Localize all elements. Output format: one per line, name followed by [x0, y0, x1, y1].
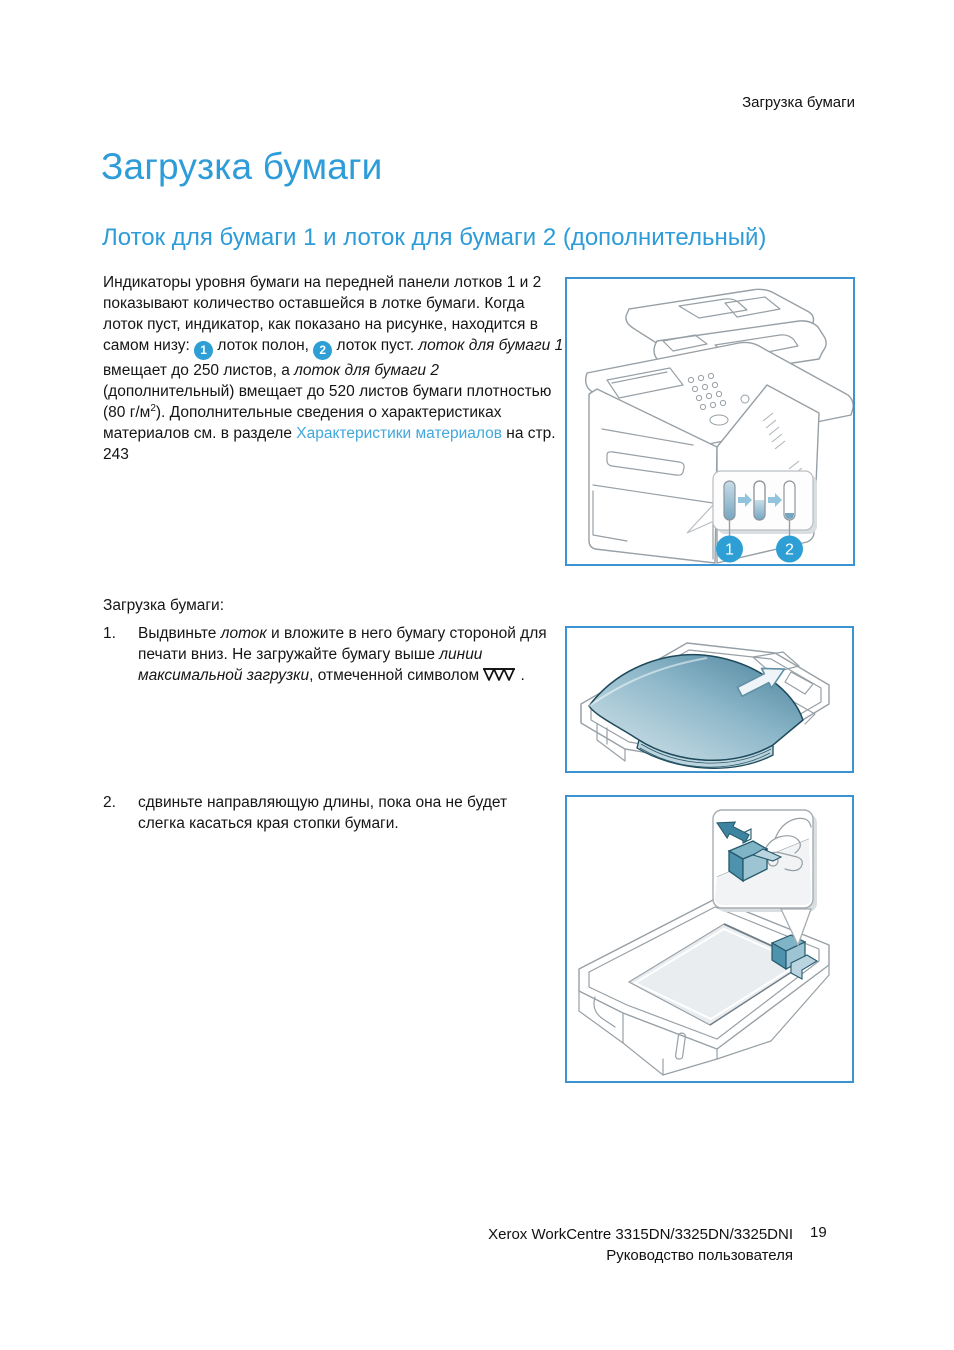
running-header: Загрузка бумаги: [742, 94, 855, 111]
step-1-text: Выдвиньте: [138, 625, 221, 642]
tray-term: лоток: [220, 625, 267, 642]
length-guide-figure: [565, 795, 854, 1083]
footer: [0, 1224, 793, 1266]
step-2: [103, 792, 558, 834]
intro-paragraph: [103, 272, 565, 465]
figure-callout-1: 1: [725, 541, 734, 559]
step-1-number: 1.: [103, 625, 116, 642]
figure-callout-2: 2: [785, 541, 794, 559]
tray2-term: лоток для бумаги 2: [294, 361, 439, 379]
intro-text: Индикаторы уровня бумаги на передней панели лотков 1 и 2 показывают количество оставшейся в лотке бумаги. Когда лоток пуст, индикатор, как показано на рисунке, находится в самом низу:: [103, 274, 542, 354]
step-1-text: .: [516, 667, 525, 684]
intro-text: ). Дополнительные сведения о характеристиках материалов см. в разделе: [103, 403, 502, 442]
superscript-2: 2: [150, 402, 156, 414]
step-2-text: сдвиньте направляющую длины, пока она не будет слегка касаться края стопки бумаги.: [138, 794, 508, 832]
page-title: Загрузка бумаги: [101, 146, 383, 187]
paper-insert-figure: [565, 626, 854, 773]
intro-text: лоток полон,: [213, 337, 314, 354]
footer-subtitle: Руководство пользователя: [606, 1247, 793, 1264]
tray-full-badge: 1: [194, 341, 213, 360]
max-fill-line-term: линии максимальной загрузки: [138, 646, 483, 684]
step-1-text: , отмеченной символом: [309, 667, 480, 684]
max-fill-icon: [482, 667, 516, 682]
loading-label: Загрузка бумаги:: [103, 597, 224, 614]
intro-text: (дополнительный) вмещает до 520 листов бумаги плотностью (80 г/м: [103, 382, 552, 421]
media-specs-link[interactable]: Характеристики материалов: [296, 424, 502, 442]
intro-text: вмещает до 250 листов, а: [103, 361, 295, 379]
intro-text: на стр. 243: [103, 424, 556, 463]
tray-empty-badge: 2: [313, 341, 332, 360]
tray1-term: лоток для бумаги 1: [418, 337, 564, 354]
step-2-number: 2.: [103, 794, 116, 811]
step-1-text: и вложите в него бумагу стороной для печати вниз. Не загружайте бумагу выше: [138, 625, 547, 663]
page-number: 19: [810, 1224, 827, 1241]
intro-text: лоток пуст.: [332, 337, 419, 354]
section-heading: Лоток для бумаги 1 и лоток для бумаги 2 (дополнительный): [102, 224, 767, 251]
step-1: [103, 623, 558, 686]
printer-indicators-figure: [565, 277, 855, 566]
footer-product: Xerox WorkCentre 3315DN/3325DN/3325DNI: [488, 1226, 793, 1243]
